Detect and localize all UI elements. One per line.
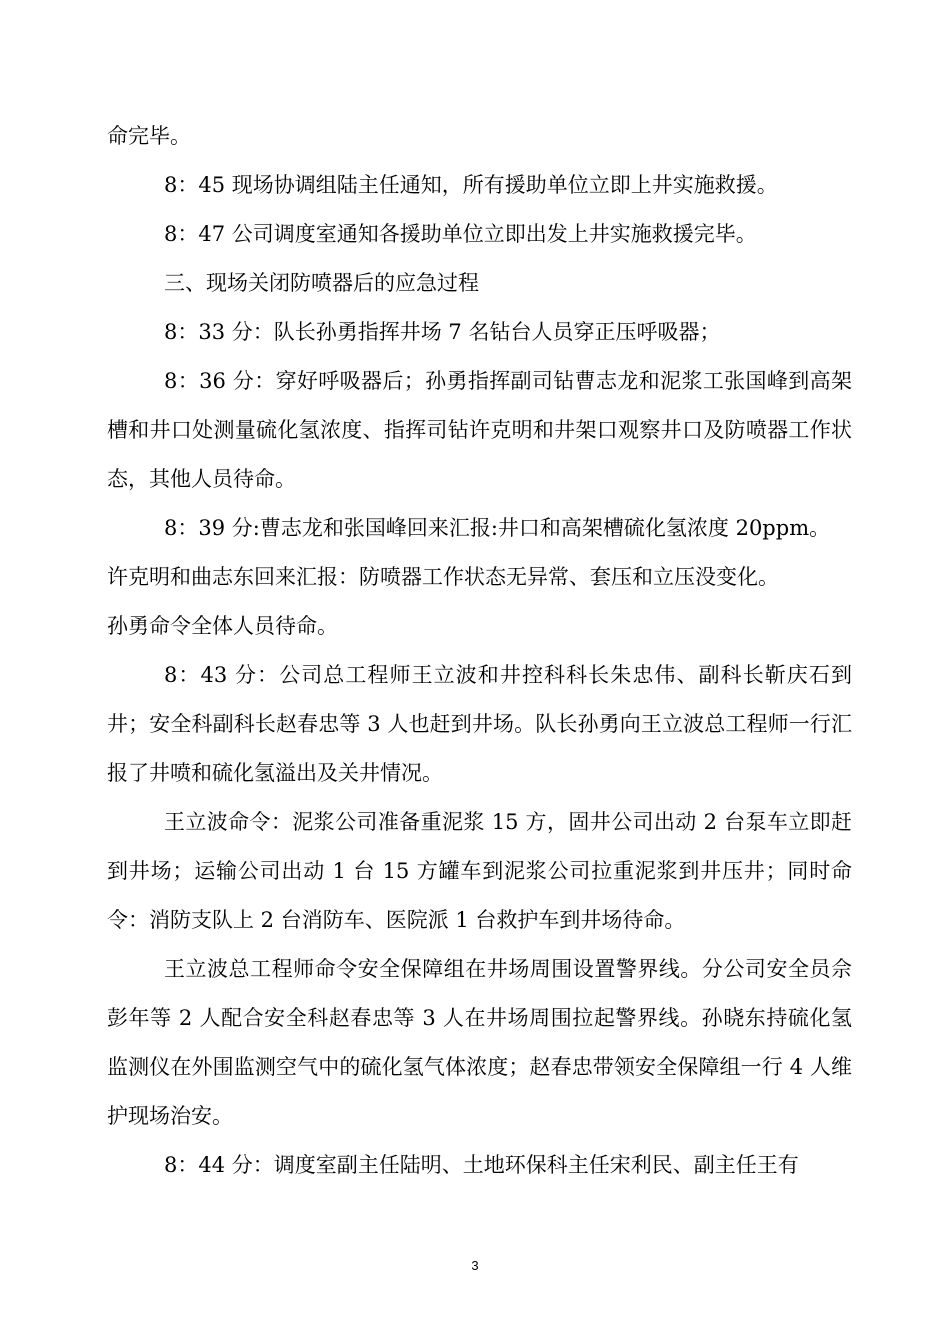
paragraph: 8：36 分：穿好呼吸器后；孙勇指挥副司钻曹志龙和泥浆工张国峰到高架槽和井口处测量硫化氢浓度、指挥司钻许克明和井架口观察井口及防喷器工作状态，其他人员待命。 [107,369,852,491]
paragraph: 8：33 分：队长孙勇指挥井场 7 名钻台人员穿正压呼吸器； [164,320,721,344]
paragraph: 命完毕。 [107,124,191,148]
paragraph: 许克明和曲志东回来汇报：防喷器工作状态无异常、套压和立压没变化。 [107,565,779,589]
paragraph: 8：43 分：公司总工程师王立波和井控科科长朱忠伟、副科长靳庆石到井；安全科副科长赵春忠等 3 人也赶到井场。队长孙勇向王立波总工程师一行汇报了井喷和硫化氢溢出及关井情况。 [107,663,852,785]
paragraph: 8：47 公司调度室通知各援助单位立即出发上井实施救援完毕。 [164,222,757,246]
paragraph: 孙勇命令全体人员待命。 [107,614,338,638]
paragraph: 王立波命令：泥浆公司准备重泥浆 15 方，固井公司出动 2 台泵车立即赶到井场；运输公司出动 1 台 15 方罐车到泥浆公司拉重泥浆到井压井；同时命令：消防支队上 2 台消防车、医院派 1 台救护车到井场待命。 [107,810,852,932]
document-body [107,112,852,1190]
paragraph: 王立波总工程师命令安全保障组在井场周围设置警界线。分公司安全员佘彭年等 2 人配合安全科赵春忠等 3 人在井场周围拉起警界线。孙晓东持硫化氢监测仪在外围监测空气中的硫化氢气体浓度；赵春忠带领安全保障组一行 4 人维护现场治安。 [107,957,852,1128]
paragraph: 8：39 分:曹志龙和张国峰回来汇报:井口和高架槽硫化氢浓度 20ppm。 [164,516,831,540]
page-number: 3 [471,1258,479,1273]
section-heading: 三、现场关闭防喷器后的应急过程 [164,271,479,295]
paragraph: 8：44 分：调度室副主任陆明、土地环保科主任宋利民、副主任王有 [164,1153,799,1177]
paragraph: 8：45 现场协调组陆主任通知，所有援助单位立即上井实施救援。 [164,173,778,197]
